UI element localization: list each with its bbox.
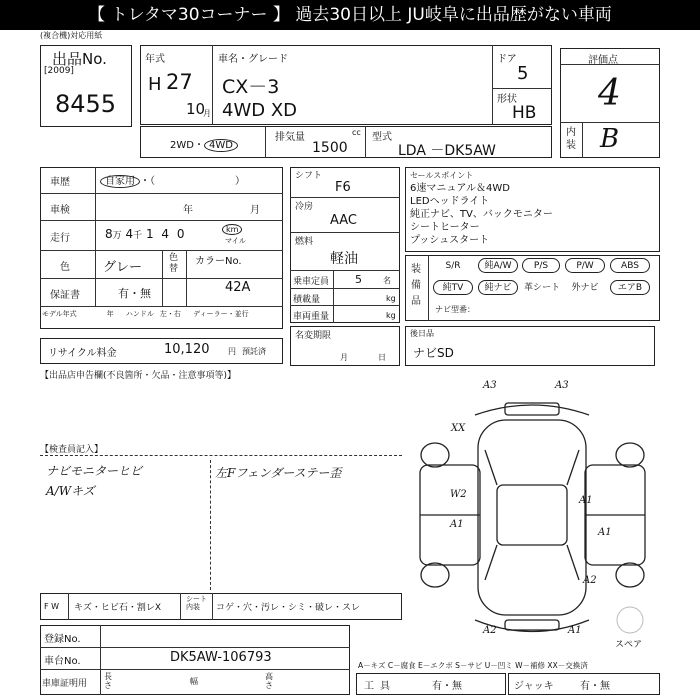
form-note: (複合機)対応用紙 <box>40 31 103 40</box>
damage-mark: A2 <box>583 575 597 586</box>
shape-value: HB <box>512 103 537 123</box>
capacity-unit: 名 <box>383 276 391 285</box>
selling-point: 純正ナビ、TV、バックモニター <box>410 209 553 220</box>
model-year-unit: 年 <box>106 310 114 318</box>
cc-unit: cc <box>352 128 361 137</box>
dealer-label: ディーラー・並行 <box>193 310 249 318</box>
color-label: 色 <box>60 262 70 273</box>
usage-paren: ・（ ） <box>140 176 245 187</box>
warranty-label: 保証書 <box>50 290 80 301</box>
wheel-rl <box>421 563 449 587</box>
model-name: CX－3 <box>222 76 280 98</box>
handle-value: 左・右 <box>159 310 181 318</box>
color-no-value: 42A <box>225 280 251 295</box>
shift-label: シフト <box>295 171 323 181</box>
capacity-label: 乗車定員 <box>293 277 330 287</box>
selling-point: プッシュスタート <box>410 235 490 246</box>
fuel-value: 軽油 <box>330 251 358 267</box>
equip-leather: 革シート <box>523 283 560 293</box>
wheel-fr <box>616 443 644 467</box>
warranty-value: 有・無 <box>118 287 151 300</box>
height-label: 高さ <box>265 672 273 690</box>
width-label: 幅 <box>190 677 198 686</box>
inspection-year: 年 <box>183 205 193 216</box>
damage-mark: W2 <box>450 489 467 500</box>
type-value: LDA －DK5AW <box>398 143 496 159</box>
inspector-note-3: 左Fフェンダーステー歪 <box>215 466 342 480</box>
selling-list <box>410 182 553 247</box>
ac-value: AAC <box>330 213 357 228</box>
damage-mark: A1 <box>450 519 464 530</box>
km-unit: km <box>222 224 242 235</box>
chassis-label: 車台No. <box>44 656 81 667</box>
year-month: 10 <box>186 100 206 118</box>
equip-ps: P/S <box>522 258 560 273</box>
displacement-value: 1500 <box>312 140 348 156</box>
color-change-label: 色替 <box>169 253 179 274</box>
selling-point: 6速マニュアル＆4WD <box>410 183 510 194</box>
damage-mark: XX <box>451 423 466 434</box>
usage-private: 自家用 <box>100 175 140 188</box>
model-year-row <box>42 309 249 319</box>
damage-mark: A1 <box>598 527 612 538</box>
fuel-label: 燃料 <box>295 237 314 247</box>
load-label: 積載量 <box>293 295 321 305</box>
navi-model-label: ナビ型番： <box>435 305 475 314</box>
mileage-sen: 4 <box>125 227 134 241</box>
mileage-man: 8 <box>105 227 113 241</box>
drive-sep: ・ <box>193 140 204 151</box>
recycle-note: 預託済 <box>242 347 266 356</box>
inspector-note-2: A/Wキズ <box>46 484 95 498</box>
month-unit: 月 <box>203 109 211 118</box>
equip-tv: 純TV <box>433 280 473 295</box>
mileage-value <box>105 227 187 241</box>
selling-point: シートヒーター <box>410 222 480 233</box>
damage-mark: A1 <box>579 495 593 506</box>
drive-2wd: 2WD <box>170 140 194 151</box>
score-label: 評価点 <box>588 55 618 66</box>
fw-label: F W <box>44 602 60 611</box>
recycle-unit: 円 <box>228 347 236 356</box>
recycle-value: 10,120 <box>164 342 210 357</box>
equip-pw: P/W <box>565 258 605 273</box>
history-label: 車歴 <box>50 177 70 188</box>
fw-items: キズ・ヒビ石・割レX <box>74 603 161 613</box>
inspector-label: 【検査員記入】 <box>40 445 104 455</box>
handle-label: ハンドル <box>125 310 154 318</box>
man-unit: 万 <box>112 231 122 241</box>
wheel-fl <box>421 443 449 467</box>
car-body-outline <box>478 420 586 615</box>
mileage-label: 走行 <box>50 233 70 244</box>
cert-label: 車庫証明用 <box>42 679 88 689</box>
tools-label: 工具 <box>364 681 396 692</box>
model-label: 車名・グレード <box>218 54 288 65</box>
weight-unit: kg <box>386 311 396 320</box>
interior-label: 内装 <box>566 127 576 151</box>
after-parts-label: 後日品 <box>410 329 434 338</box>
model-year-label: モデル年式 <box>42 310 77 318</box>
roof-outline <box>497 485 567 545</box>
equip-aw: 純A/W <box>478 258 518 273</box>
equipment-label: 装備品 <box>411 264 421 307</box>
inspector-note-1: ナビモニターヒビ <box>46 464 143 478</box>
damage-legend: A－キズ C－腐食 E－エクボ S－サビ U－凹ミ W－補修 XX－交換済 <box>358 661 588 670</box>
front-bumper <box>475 405 589 415</box>
damage-mark: A1 <box>568 625 582 636</box>
doors-label: ドア <box>497 54 517 65</box>
name-change-day: 日 <box>378 353 386 362</box>
shift-value: F6 <box>335 180 351 195</box>
model-grade: 4WD XD <box>222 100 298 121</box>
jack-label: ジャッキ <box>514 681 554 692</box>
equip-abs: ABS <box>610 258 650 273</box>
load-unit: kg <box>386 294 396 303</box>
spare-label: スペア <box>615 640 643 650</box>
wheel-rr <box>616 563 644 587</box>
reg-no-label: 登録No. <box>44 634 81 645</box>
spare-tire <box>617 607 643 633</box>
score-value: 4 <box>598 73 621 114</box>
inspection-month: 月 <box>250 205 260 216</box>
car-diagram <box>405 375 660 660</box>
doors-value: 5 <box>517 63 529 84</box>
lot-label: 出品No. <box>52 50 107 68</box>
equip-airbag: エアB <box>610 280 650 295</box>
equip-sr: S/R <box>445 261 461 271</box>
inspection-label: 車検 <box>50 205 70 216</box>
report-label: 【出品店申告欄(不良箇所・欠品・注意事項等)】 <box>40 371 237 381</box>
displacement-label: 排気量 <box>275 132 305 143</box>
color-value: グレー <box>103 260 143 275</box>
damage-mark: A3 <box>555 380 569 391</box>
selling-point: LEDヘッドライト <box>410 196 490 207</box>
mileage-rest: 1 4 0 <box>145 227 187 241</box>
year-value: 27 <box>166 70 193 94</box>
mile-unit: マイル <box>225 237 246 245</box>
equip-ext-navi: 外ナビ <box>571 283 599 293</box>
ac-label: 冷房 <box>295 202 314 212</box>
damage-mark: A2 <box>483 625 497 636</box>
length-label: 長さ <box>104 672 112 690</box>
weight-label: 車両重量 <box>293 312 330 322</box>
lot-code: [2009] <box>44 66 74 76</box>
seat-items: コゲ・穴・汚レ・シミ・破レ・スレ <box>216 603 361 613</box>
tools-value: 有・無 <box>432 681 462 692</box>
history-usage <box>100 172 245 187</box>
selling-label: セールスポイント <box>410 171 474 180</box>
color-no-label: カラーNo. <box>195 256 242 267</box>
interior-value: B <box>600 124 620 154</box>
lot-number: 8455 <box>55 90 117 118</box>
year-era: H <box>148 74 162 95</box>
recycle-label: リサイクル料金 <box>48 348 117 359</box>
chassis-value: DK5AW-106793 <box>170 650 272 665</box>
year-label: 年式 <box>145 54 165 65</box>
after-parts-value: ナビSD <box>413 346 454 360</box>
jack-value: 有・無 <box>580 681 610 692</box>
header-banner: 【 トレタマ30コーナー 】 過去30日以上 JU岐阜に出品歴がない車両 <box>0 0 700 30</box>
drive-4wd: 4WD <box>204 139 238 152</box>
seat-label: シート内装 <box>186 595 207 611</box>
damage-mark: A3 <box>483 380 497 391</box>
shape-label: 形状 <box>497 94 517 105</box>
drive-options <box>170 136 238 151</box>
name-change-month: 月 <box>340 353 348 362</box>
sen-unit: 千 <box>133 231 143 241</box>
tail-panel <box>505 620 559 630</box>
name-change-label: 名変期限 <box>295 331 332 341</box>
equip-navi: 純ナビ <box>478 280 518 295</box>
capacity-value: 5 <box>355 273 362 286</box>
type-label: 型式 <box>372 132 392 143</box>
